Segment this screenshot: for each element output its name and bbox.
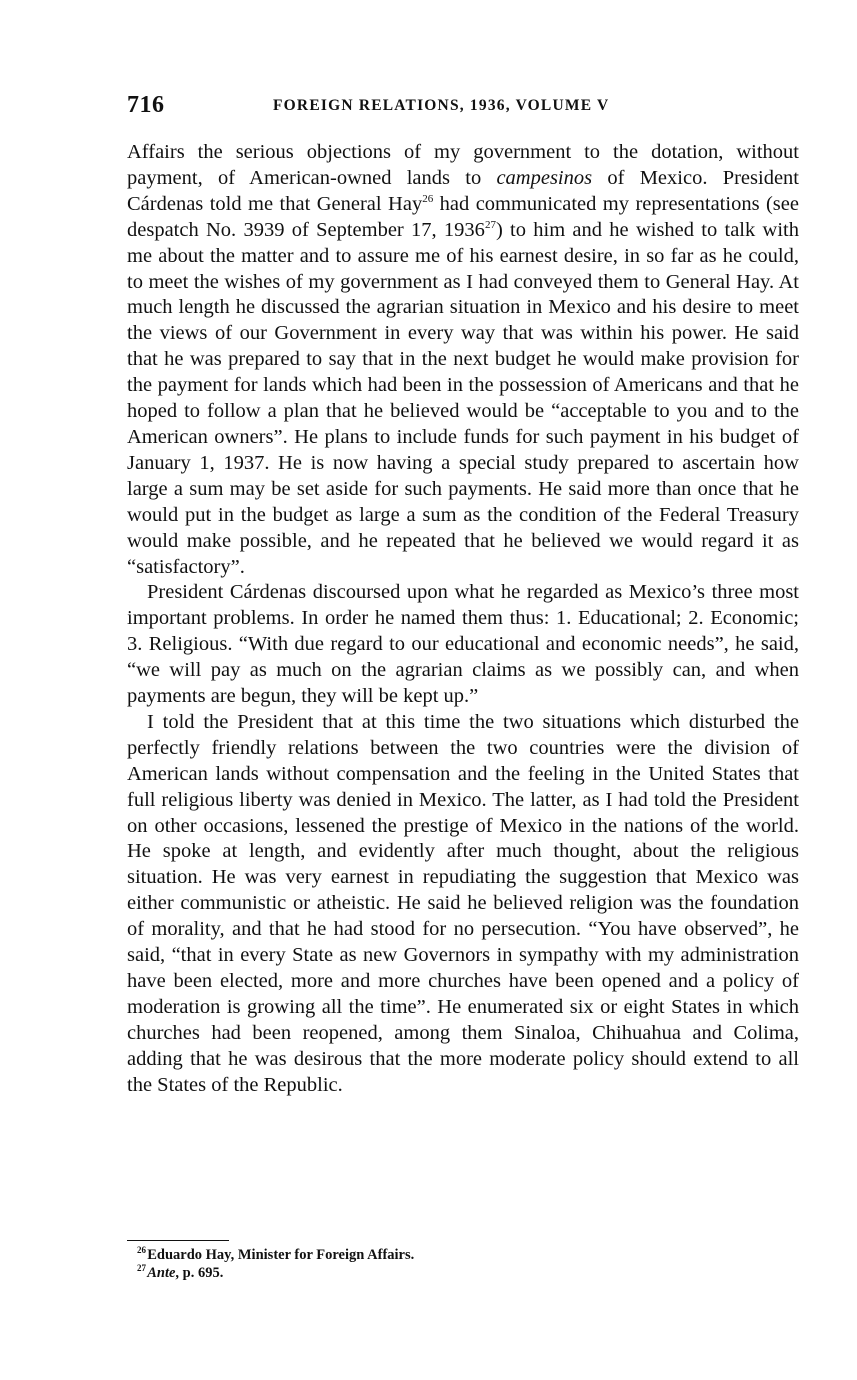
paragraph-1-part-1: Affairs the serious objections of my government to the dotation, without payment, of American-owned lands to (127, 141, 799, 189)
footnote-text: Eduardo Hay, Minister for Foreign Affairs. (147, 1247, 415, 1263)
paragraph-2: President Cárdenas discoursed upon what he regarded as Mexico’s three most important problems. In order he named them thus: 1. Educational; 2. Economic; 3. Religious. “With due regard to our educational and economic needs”, he said, “we will pay as much on the agrarian claims as we possibly can, and when payments are begun, they will be kept up.” (127, 581, 799, 708)
italic-term: campesinos (496, 166, 593, 189)
footnote-27 (137, 1264, 799, 1282)
running-head (127, 92, 799, 120)
paragraph-3: I told the President that at this time the two situations which disturbed the perfectly friendly relations between the two countries were the division of American lands without compensation and the feeling in the United States that full religious liberty was denied in Mexico. The latter, as I had told the President on other occasions, lessened the prestige of Mexico in the nations of the world. He spoke at length, and evidently after much thought, about the religious situation. He was very earnest in repudiating the suggestion that Mexico was either communistic or atheistic. He said he believed religion was the foundation of morality, and that he had stood for no persecution. “You have observed”, he said, “that in every State as new Governors in sympathy with my administration have been elected, more and more churches have been opened and a policy of moderation is growing all the time”. He enumerated six or eight States in which churches had been reopened, among them Sinaloa, Chihuahua and Colima, adding that he was desirous that the more moderate policy should extend to all the States of the Republic. (127, 710, 799, 1096)
paragraph-1-part-3: had communicated my representations (see despatch No. 3939 of September 17, 1936 (127, 192, 799, 241)
footnote-text: , p. 695. (175, 1265, 224, 1281)
footnotes (137, 1246, 799, 1282)
footnote-divider (127, 1240, 229, 1241)
footnote-ref-26: 26 (422, 192, 434, 205)
footnote-mark: 26 (137, 1245, 146, 1256)
paragraph-1 (127, 140, 799, 580)
footnote-italic: Ante (147, 1265, 176, 1281)
footnote-ref-27: 27 (484, 218, 496, 231)
page-number: 716 (127, 92, 165, 118)
paragraph-1-part-2: of Mexico. President Cárdenas told me that General Hay (127, 166, 799, 215)
footnote-26 (137, 1246, 799, 1264)
paragraph-1-part-4: ) to him and he wished to talk with me about the matter and to assure me of his earnest desire, in so far as he could, to meet the wishes of my government as I had conveyed them to General Hay. At much length he discussed the agrarian situation in Mexico and his desire to meet the views of our Government in every way that was within his power. He said that he was prepared to say that in the next budget he would make provision for the payment for lands which had been in the possession of Americans and that he hoped to follow a plan that he believed would be “acceptable to you and to the American owners”. He plans to include funds for such payment in his budget of January 1, 1937. He is now having a special study prepared to ascertain how large a sum may be set aside for such payments. He said more than once that he would put in the budget as large a sum as the condition of the Federal Treasury would make possible, and he repeated that he believed we would regard it as “satisfactory”. (127, 218, 799, 578)
footnote-mark: 27 (137, 1263, 146, 1274)
body-text (127, 140, 799, 1099)
running-title: FOREIGN RELATIONS, 1936, VOLUME V (273, 97, 610, 114)
